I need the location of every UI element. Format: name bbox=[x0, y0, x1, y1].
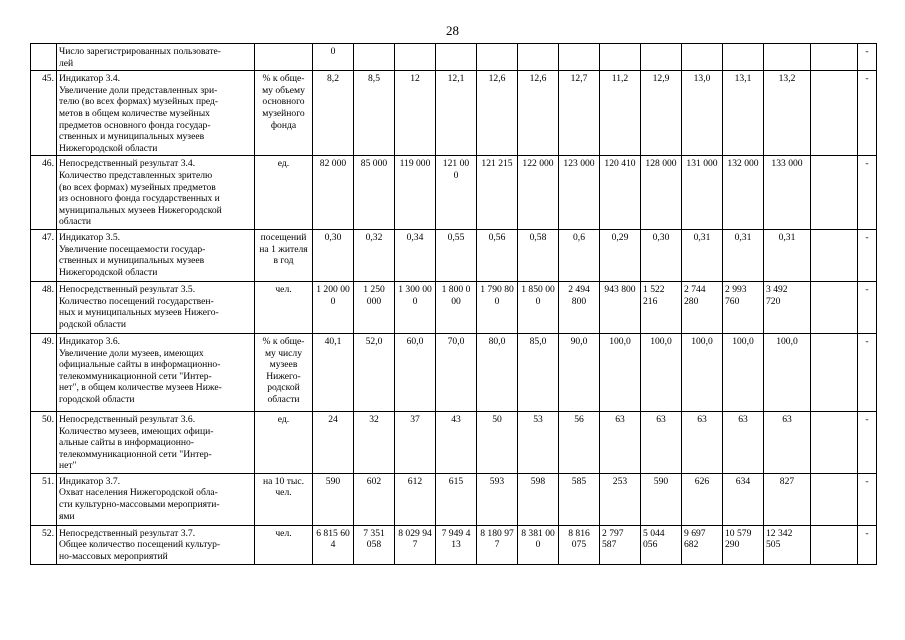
value-cell: 80,0 bbox=[477, 333, 518, 411]
empty-cell bbox=[811, 229, 858, 281]
indicator-name: Индикатор 3.5. Увеличение посещаемости государ- ственных и муниципальных музеев Нижегородской области bbox=[57, 229, 255, 281]
value-cell: 0,55 bbox=[436, 229, 477, 281]
table-row bbox=[31, 44, 877, 71]
value-cell: 626 bbox=[682, 473, 723, 525]
value-cell: 122 000 bbox=[518, 156, 559, 230]
value-cell: 8,5 bbox=[354, 71, 395, 156]
value-cell: 100,0 bbox=[723, 333, 764, 411]
value-cell: 1 200 00 0 bbox=[313, 281, 354, 333]
table-row bbox=[31, 71, 877, 156]
value-cell bbox=[395, 44, 436, 71]
value-cell: 0,30 bbox=[313, 229, 354, 281]
dash-cell: - bbox=[858, 411, 877, 473]
value-cell: 1 790 80 0 bbox=[477, 281, 518, 333]
value-cell: 12,1 bbox=[436, 71, 477, 156]
value-cell: 63 bbox=[682, 411, 723, 473]
value-cell: 63 bbox=[764, 411, 811, 473]
value-cell: 1 850 00 0 bbox=[518, 281, 559, 333]
value-cell: 634 bbox=[723, 473, 764, 525]
value-cell: 585 bbox=[559, 473, 600, 525]
value-cell: 6 815 60 4 bbox=[313, 525, 354, 564]
value-cell: 2 744 280 bbox=[682, 281, 723, 333]
value-cell: 13,0 bbox=[682, 71, 723, 156]
indicator-name: Непосредственный результат 3.7. Общее количество посещений культур- но-массовых мероприятий bbox=[57, 525, 255, 564]
value-cell: 100,0 bbox=[641, 333, 682, 411]
value-cell: 24 bbox=[313, 411, 354, 473]
value-cell: 119 000 bbox=[395, 156, 436, 230]
value-cell: 90,0 bbox=[559, 333, 600, 411]
value-cell: 63 bbox=[641, 411, 682, 473]
value-cell: 0 bbox=[313, 44, 354, 71]
value-cell bbox=[723, 44, 764, 71]
unit-of-measure: % к обще- му объему основного музейного фонда bbox=[255, 71, 313, 156]
dash-cell: - bbox=[858, 71, 877, 156]
indicator-name: Непосредственный результат 3.5. Количество посещений государствен- ных и муниципальных музеев Нижего- родской области bbox=[57, 281, 255, 333]
value-cell bbox=[518, 44, 559, 71]
value-cell: 82 000 bbox=[313, 156, 354, 230]
value-cell: 10 579 290 bbox=[723, 525, 764, 564]
unit-of-measure: посещений на 1 жителя в год bbox=[255, 229, 313, 281]
value-cell: 60,0 bbox=[395, 333, 436, 411]
value-cell: 253 bbox=[600, 473, 641, 525]
unit-of-measure bbox=[255, 44, 313, 71]
value-cell: 5 044 056 bbox=[641, 525, 682, 564]
indicator-table bbox=[30, 43, 877, 565]
value-cell: 12 bbox=[395, 71, 436, 156]
indicator-name: Непосредственный результат 3.6. Количество музеев, имеющих офици- альные сайты в информационно- телекоммуникационной сети "Интер- нет" bbox=[57, 411, 255, 473]
empty-cell bbox=[811, 473, 858, 525]
dash-cell: - bbox=[858, 333, 877, 411]
value-cell: 11,2 bbox=[600, 71, 641, 156]
value-cell: 100,0 bbox=[682, 333, 723, 411]
value-cell bbox=[764, 44, 811, 71]
value-cell: 121 00 0 bbox=[436, 156, 477, 230]
row-number bbox=[31, 44, 57, 71]
dash-cell: - bbox=[858, 44, 877, 71]
indicator-name: Число зарегистрированных пользовате- лей bbox=[57, 44, 255, 71]
value-cell: 37 bbox=[395, 411, 436, 473]
value-cell: 13,2 bbox=[764, 71, 811, 156]
value-cell: 0,30 bbox=[641, 229, 682, 281]
value-cell: 0,32 bbox=[354, 229, 395, 281]
value-cell: 590 bbox=[641, 473, 682, 525]
value-cell: 52,0 bbox=[354, 333, 395, 411]
value-cell bbox=[682, 44, 723, 71]
value-cell: 13,1 bbox=[723, 71, 764, 156]
value-cell: 0,29 bbox=[600, 229, 641, 281]
empty-cell bbox=[811, 156, 858, 230]
value-cell: 598 bbox=[518, 473, 559, 525]
value-cell: 123 000 bbox=[559, 156, 600, 230]
value-cell: 0,58 bbox=[518, 229, 559, 281]
value-cell: 8 029 94 7 bbox=[395, 525, 436, 564]
value-cell: 40,1 bbox=[313, 333, 354, 411]
value-cell: 8,2 bbox=[313, 71, 354, 156]
value-cell: 0,56 bbox=[477, 229, 518, 281]
value-cell: 593 bbox=[477, 473, 518, 525]
empty-cell bbox=[811, 281, 858, 333]
value-cell: 9 697 682 bbox=[682, 525, 723, 564]
dash-cell: - bbox=[858, 156, 877, 230]
value-cell: 827 bbox=[764, 473, 811, 525]
value-cell bbox=[436, 44, 477, 71]
empty-cell bbox=[811, 333, 858, 411]
row-number: 52. bbox=[31, 525, 57, 564]
value-cell: 8 381 00 0 bbox=[518, 525, 559, 564]
value-cell: 131 000 bbox=[682, 156, 723, 230]
value-cell: 2 797 587 bbox=[600, 525, 641, 564]
value-cell: 8 816 075 bbox=[559, 525, 600, 564]
table-row bbox=[31, 473, 877, 525]
value-cell: 50 bbox=[477, 411, 518, 473]
empty-cell bbox=[811, 525, 858, 564]
table-row bbox=[31, 333, 877, 411]
row-number: 50. bbox=[31, 411, 57, 473]
value-cell: 133 000 bbox=[764, 156, 811, 230]
value-cell: 2 993 760 bbox=[723, 281, 764, 333]
table-row bbox=[31, 281, 877, 333]
row-number: 45. bbox=[31, 71, 57, 156]
indicator-name: Индикатор 3.7. Охват населения Нижегородской обла- сти культурно-массовыми мероприяти- ями bbox=[57, 473, 255, 525]
value-cell: 0,6 bbox=[559, 229, 600, 281]
value-cell: 943 800 bbox=[600, 281, 641, 333]
unit-of-measure: чел. bbox=[255, 525, 313, 564]
unit-of-measure: % к обще- му числу музеев Нижего- родской области bbox=[255, 333, 313, 411]
value-cell: 100,0 bbox=[764, 333, 811, 411]
value-cell: 3 492 720 bbox=[764, 281, 811, 333]
indicator-name: Индикатор 3.6. Увеличение доли музеев, имеющих официальные сайты в информационно- телекоммуникационной сети "Интер- нет", в общем количестве музеев Ниже- городской области bbox=[57, 333, 255, 411]
table-row bbox=[31, 156, 877, 230]
value-cell: 63 bbox=[600, 411, 641, 473]
value-cell: 612 bbox=[395, 473, 436, 525]
dash-cell: - bbox=[858, 229, 877, 281]
value-cell: 590 bbox=[313, 473, 354, 525]
value-cell: 85,0 bbox=[518, 333, 559, 411]
value-cell: 120 410 bbox=[600, 156, 641, 230]
value-cell: 121 215 bbox=[477, 156, 518, 230]
empty-cell bbox=[811, 71, 858, 156]
unit-of-measure: на 10 тыс. чел. bbox=[255, 473, 313, 525]
value-cell: 7 949 4 13 bbox=[436, 525, 477, 564]
unit-of-measure: ед. bbox=[255, 156, 313, 230]
indicator-name: Индикатор 3.4. Увеличение доли представленных зри- телю (во всех формах) музейных пред- метов в общем количестве музейных предметов основного фонда государ- ственных и муниципальных музеев Нижегородской области bbox=[57, 71, 255, 156]
row-number: 48. bbox=[31, 281, 57, 333]
value-cell: 12,6 bbox=[518, 71, 559, 156]
value-cell: 1 522 216 bbox=[641, 281, 682, 333]
value-cell bbox=[641, 44, 682, 71]
value-cell: 43 bbox=[436, 411, 477, 473]
value-cell: 2 494 800 bbox=[559, 281, 600, 333]
dash-cell: - bbox=[858, 281, 877, 333]
indicator-name: Непосредственный результат 3.4. Количество представленных зрителю (во всех формах) музейных предметов из основного фонда государственных и муниципальных музеев Нижегородской области bbox=[57, 156, 255, 230]
unit-of-measure: ед. bbox=[255, 411, 313, 473]
value-cell: 85 000 bbox=[354, 156, 395, 230]
value-cell: 0,31 bbox=[723, 229, 764, 281]
row-number: 49. bbox=[31, 333, 57, 411]
value-cell bbox=[477, 44, 518, 71]
value-cell bbox=[559, 44, 600, 71]
value-cell: 12,7 bbox=[559, 71, 600, 156]
value-cell: 1 300 00 0 bbox=[395, 281, 436, 333]
value-cell: 1 250 000 bbox=[354, 281, 395, 333]
value-cell: 8 180 97 7 bbox=[477, 525, 518, 564]
row-number: 51. bbox=[31, 473, 57, 525]
value-cell: 1 800 0 00 bbox=[436, 281, 477, 333]
value-cell: 32 bbox=[354, 411, 395, 473]
value-cell: 100,0 bbox=[600, 333, 641, 411]
empty-cell bbox=[811, 411, 858, 473]
value-cell: 63 bbox=[723, 411, 764, 473]
value-cell: 602 bbox=[354, 473, 395, 525]
value-cell: 7 351 058 bbox=[354, 525, 395, 564]
empty-cell bbox=[811, 44, 858, 71]
row-number: 46. bbox=[31, 156, 57, 230]
value-cell: 128 000 bbox=[641, 156, 682, 230]
value-cell: 56 bbox=[559, 411, 600, 473]
value-cell: 0,34 bbox=[395, 229, 436, 281]
value-cell: 0,31 bbox=[764, 229, 811, 281]
dash-cell: - bbox=[858, 525, 877, 564]
value-cell: 53 bbox=[518, 411, 559, 473]
table-row bbox=[31, 525, 877, 564]
row-number: 47. bbox=[31, 229, 57, 281]
unit-of-measure: чел. bbox=[255, 281, 313, 333]
table-row bbox=[31, 411, 877, 473]
value-cell: 132 000 bbox=[723, 156, 764, 230]
value-cell: 0,31 bbox=[682, 229, 723, 281]
value-cell: 12,9 bbox=[641, 71, 682, 156]
value-cell bbox=[354, 44, 395, 71]
value-cell: 12 342 505 bbox=[764, 525, 811, 564]
page-number: 28 bbox=[446, 23, 459, 38]
dash-cell: - bbox=[858, 473, 877, 525]
value-cell: 12,6 bbox=[477, 71, 518, 156]
value-cell: 615 bbox=[436, 473, 477, 525]
value-cell: 70,0 bbox=[436, 333, 477, 411]
value-cell bbox=[600, 44, 641, 71]
table-row bbox=[31, 229, 877, 281]
